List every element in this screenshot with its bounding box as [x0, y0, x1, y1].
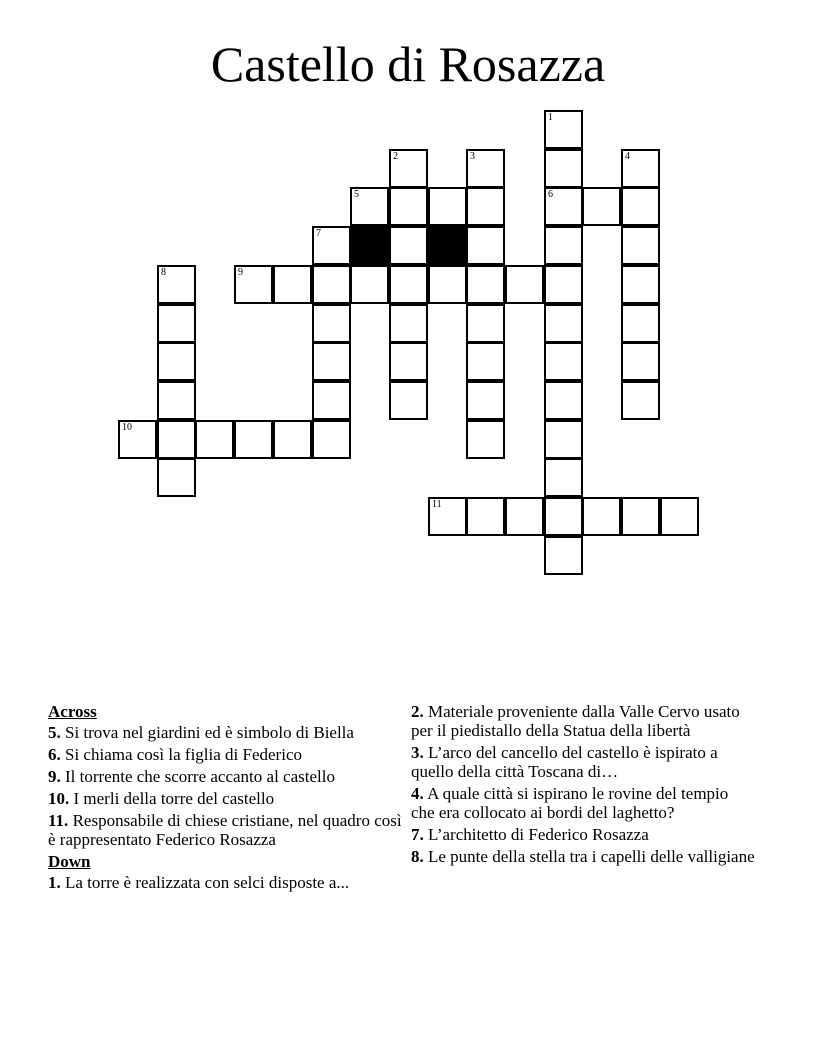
crossword-cell[interactable] [350, 265, 389, 304]
crossword-cell[interactable] [157, 420, 196, 459]
page-title: Castello di Rosazza [210, 36, 606, 92]
cell-number: 10 [122, 422, 132, 433]
clue-across-9 [48, 767, 406, 786]
crossword-cell[interactable] [621, 381, 660, 420]
clue-text: La torre è realizzata con selci disposte a... [65, 873, 350, 892]
crossword-cell[interactable] [544, 304, 583, 343]
crossword-cell[interactable] [466, 265, 505, 304]
crossword-cell[interactable] [466, 381, 505, 420]
crossword-cell[interactable] [157, 342, 196, 381]
crossword-cell[interactable] [621, 497, 660, 536]
crossword-cell[interactable] [312, 304, 351, 343]
clue-number: 11. [48, 811, 69, 830]
clue-down-2 [411, 702, 756, 740]
crossword-cell[interactable] [312, 265, 351, 304]
crossword-cell[interactable] [544, 187, 583, 226]
clue-text: A quale città si ispirano le rovine del tempio che era collocato ai bordi del laghetto? [411, 784, 729, 822]
clue-text: Responsabile di chiese cristiane, nel quadro così è rappresentato Federico Rosazza [48, 811, 402, 849]
cell-number: 9 [238, 267, 243, 278]
crossword-cell[interactable] [544, 420, 583, 459]
crossword-cell[interactable] [157, 381, 196, 420]
crossword-cell[interactable] [466, 304, 505, 343]
crossword-cell[interactable] [428, 497, 467, 536]
crossword-cell[interactable] [505, 497, 544, 536]
crossword-block-cell [428, 226, 467, 265]
crossword-block-cell [350, 226, 389, 265]
cell-number: 8 [161, 267, 166, 278]
clue-across-11 [48, 811, 406, 849]
clue-text: Le punte della stella tra i capelli delle valligiane [428, 847, 755, 866]
clue-text: Il torrente che scorre accanto al castello [65, 767, 335, 786]
crossword-cell[interactable] [544, 265, 583, 304]
clue-number: 3. [411, 743, 424, 762]
clue-number: 5. [48, 723, 61, 742]
clue-number: 2. [411, 702, 424, 721]
across-heading: Across [48, 702, 97, 721]
crossword-cell[interactable] [312, 420, 351, 459]
crossword-cell[interactable] [389, 226, 428, 265]
clue-number: 8. [411, 847, 424, 866]
clue-down-3 [411, 743, 756, 781]
crossword-cell[interactable] [466, 187, 505, 226]
crossword-cell[interactable] [428, 187, 467, 226]
cell-number: 3 [470, 151, 475, 162]
crossword-cell[interactable] [157, 458, 196, 497]
crossword-cell[interactable] [273, 420, 312, 459]
crossword-cell[interactable] [389, 149, 428, 188]
cell-number: 6 [548, 189, 553, 200]
crossword-cell[interactable] [389, 381, 428, 420]
cell-number: 7 [316, 228, 321, 239]
crossword-cell[interactable] [544, 149, 583, 188]
cell-number: 1 [548, 112, 553, 123]
crossword-cell[interactable] [544, 497, 583, 536]
crossword-cell[interactable] [466, 420, 505, 459]
crossword-cell[interactable] [582, 497, 621, 536]
crossword-cell[interactable] [544, 342, 583, 381]
crossword-cell[interactable] [234, 265, 273, 304]
clue-across-10 [48, 789, 406, 808]
crossword-cell[interactable] [621, 342, 660, 381]
crossword-cell[interactable] [312, 342, 351, 381]
crossword-cell[interactable] [544, 381, 583, 420]
crossword-cell[interactable] [466, 226, 505, 265]
crossword-cell[interactable] [466, 497, 505, 536]
clue-down-8 [411, 847, 756, 866]
crossword-cell[interactable] [544, 226, 583, 265]
crossword-cell[interactable] [466, 342, 505, 381]
crossword-cell[interactable] [544, 458, 583, 497]
clue-number: 9. [48, 767, 61, 786]
clue-text: Si chiama così la figlia di Federico [65, 745, 302, 764]
crossword-cell[interactable] [118, 420, 157, 459]
clues-left-column [48, 702, 406, 895]
crossword-cell[interactable] [273, 265, 312, 304]
crossword-cell[interactable] [312, 381, 351, 420]
clue-down-1 [48, 873, 406, 892]
crossword-cell[interactable] [389, 342, 428, 381]
crossword-cell[interactable] [621, 226, 660, 265]
crossword-cell[interactable] [621, 265, 660, 304]
crossword-cell[interactable] [312, 226, 351, 265]
crossword-cell[interactable] [660, 497, 699, 536]
clue-number: 7. [411, 825, 424, 844]
crossword-cell[interactable] [621, 149, 660, 188]
cell-number: 4 [625, 151, 630, 162]
cell-number: 5 [354, 189, 359, 200]
clue-across-5 [48, 723, 406, 742]
crossword-cell[interactable] [389, 187, 428, 226]
clue-text: Si trova nel giardini ed è simbolo di Biella [65, 723, 354, 742]
crossword-cell[interactable] [428, 265, 467, 304]
clue-text: Materiale proveniente dalla Valle Cervo usato per il piedistallo della Statua della libertà [411, 702, 740, 740]
clue-number: 6. [48, 745, 61, 764]
down-heading: Down [48, 852, 91, 871]
clue-number: 10. [48, 789, 70, 808]
crossword-cell[interactable] [389, 304, 428, 343]
crossword-cell[interactable] [157, 265, 196, 304]
crossword-cell[interactable] [389, 265, 428, 304]
crossword-cell[interactable] [466, 149, 505, 188]
crossword-cell[interactable] [505, 265, 544, 304]
clue-number: 1. [48, 873, 61, 892]
crossword-cell[interactable] [157, 304, 196, 343]
clue-text: L’arco del cancello del castello è ispirato a quello della città Toscana di… [411, 743, 718, 781]
crossword-cell[interactable] [195, 420, 234, 459]
clue-number: 4. [411, 784, 424, 803]
crossword-cell[interactable] [621, 304, 660, 343]
clue-text: I merli della torre del castello [73, 789, 275, 808]
crossword-cell[interactable] [621, 187, 660, 226]
crossword-cell[interactable] [544, 110, 583, 149]
clue-down-7 [411, 825, 756, 844]
crossword-cell[interactable] [582, 187, 621, 226]
clue-down-4 [411, 784, 756, 822]
clue-text: L’architetto di Federico Rosazza [428, 825, 649, 844]
cell-number: 11 [432, 499, 442, 510]
crossword-cell[interactable] [234, 420, 273, 459]
cell-number: 2 [393, 151, 398, 162]
clues-right-column [411, 702, 756, 869]
crossword-cell[interactable] [350, 187, 389, 226]
clue-across-6 [48, 745, 406, 764]
crossword-cell[interactable] [544, 536, 583, 575]
